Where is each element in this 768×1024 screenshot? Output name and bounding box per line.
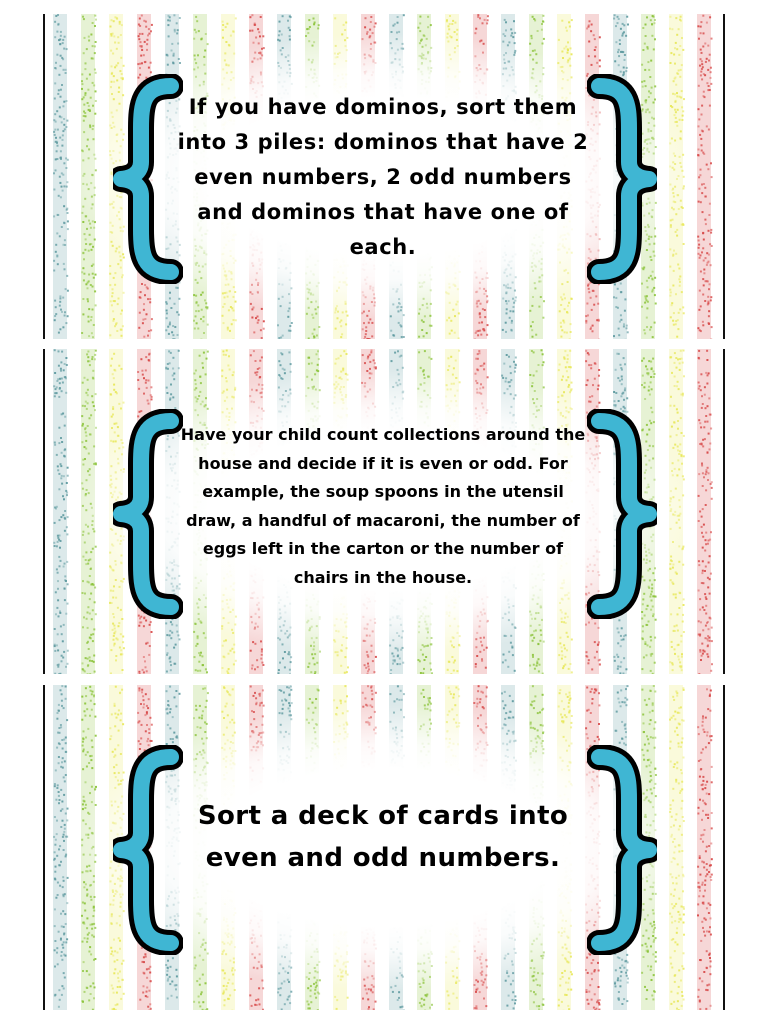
card-1-text: If you have dominos, sort them into 3 piles: dominos that have 2 even numbers, 2 odd numbers and dominos that have one of each. bbox=[177, 95, 589, 259]
left-curly-brace-icon bbox=[113, 409, 183, 619]
right-curly-brace-icon bbox=[587, 409, 657, 619]
task-card-3 bbox=[43, 685, 725, 1010]
card-3-text: Sort a deck of cards into even and odd numbers. bbox=[197, 801, 569, 873]
task-card-1 bbox=[43, 14, 725, 339]
right-curly-brace-icon bbox=[587, 74, 657, 284]
task-card-2 bbox=[43, 349, 725, 674]
card-2-text: Have your child count collections around the house and decide if it is even or odd. For example, the soup spoons in the utensil draw, a handful of macaroni, the number of eggs left in the carton or the number of chairs in the house. bbox=[180, 425, 586, 587]
